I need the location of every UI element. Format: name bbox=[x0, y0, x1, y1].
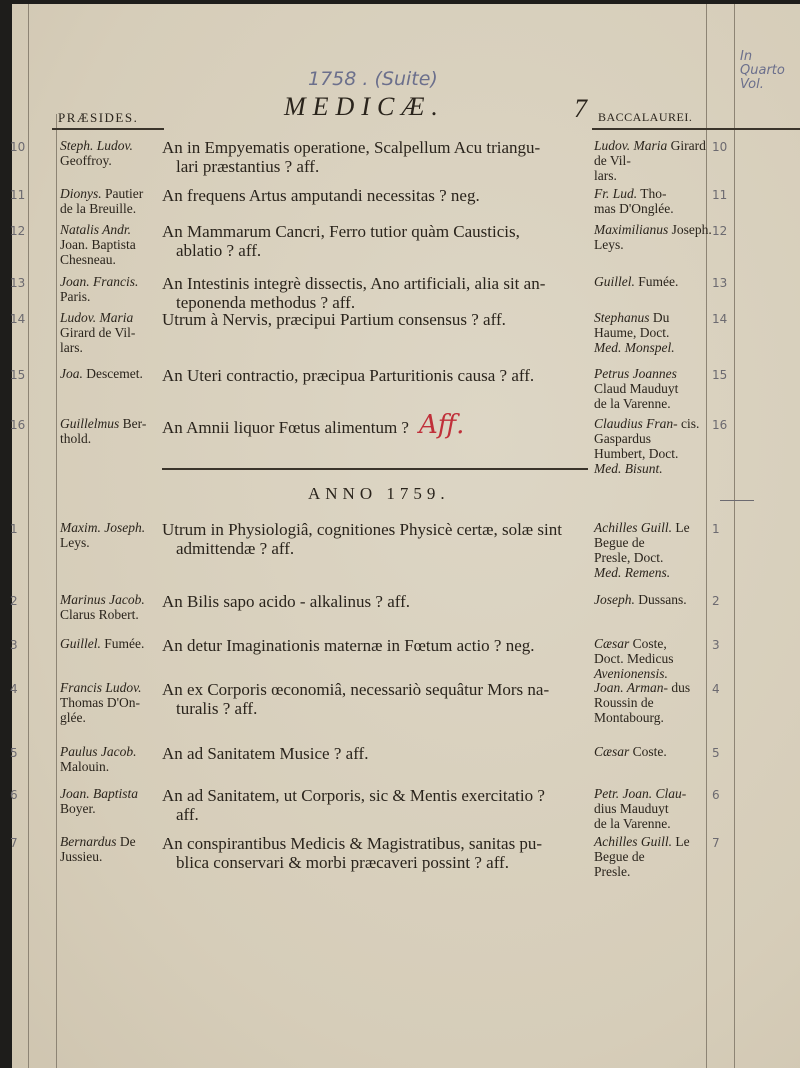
baccalaureus-name-italic: Claudius Fran- bbox=[594, 416, 678, 431]
praeses-line bbox=[60, 274, 162, 304]
baccalaureus-name-cont: Montabourg. bbox=[594, 710, 664, 725]
praeses-line bbox=[60, 186, 162, 201]
question-cell bbox=[162, 410, 592, 440]
praeses-name-italic: Paulus Jacob. bbox=[60, 744, 137, 759]
baccalaureus-name-cont: Doct. Medicus bbox=[594, 651, 674, 666]
praeses-name-italic: Maxim. Joseph. bbox=[60, 520, 146, 535]
baccalaureus-line bbox=[594, 786, 712, 816]
baccalaureus-name-cont: Avenionensis. bbox=[594, 666, 668, 681]
row-number-right: 5 bbox=[712, 746, 720, 760]
praeses-line bbox=[60, 222, 162, 252]
document-page bbox=[12, 4, 800, 1068]
question-line: An frequens Artus amputandi necessitas ? neg. bbox=[162, 186, 480, 205]
row-number-left: 7 bbox=[10, 836, 18, 850]
baccalaureus-name: Coste, bbox=[632, 636, 667, 651]
question-line-cont: ablatio ? aff. bbox=[176, 241, 262, 260]
baccalaureus-name: dus Roussin de bbox=[594, 680, 691, 710]
page-number: 7 bbox=[574, 94, 587, 123]
praeses-cell bbox=[60, 186, 162, 216]
left-column-rule bbox=[56, 114, 57, 1068]
row-number-right: 14 bbox=[712, 312, 728, 326]
praeses-name-italic: Joan. Francis. bbox=[60, 274, 139, 289]
praeses-name-cont: lars. bbox=[60, 340, 83, 355]
baccalaureus-name: dius Mauduyt bbox=[594, 801, 669, 816]
row-number-right: 10 bbox=[712, 140, 728, 154]
praeses-name-italic: Joa. bbox=[60, 366, 83, 381]
baccalaureus-cell bbox=[594, 834, 712, 879]
row-number-right: 16 bbox=[712, 418, 728, 432]
baccalaureus-line bbox=[594, 186, 712, 201]
question-cell bbox=[162, 186, 592, 205]
question-cell bbox=[162, 834, 592, 872]
baccalaureus-cell bbox=[594, 186, 712, 216]
question-line: An detur Imaginationis maternæ in Fœtum actio ? neg. bbox=[162, 636, 535, 655]
praeses-name-italic: Joan. Baptista bbox=[60, 786, 138, 801]
baccalaureus-line bbox=[594, 416, 712, 446]
baccalaureus-name-italic: Maximilianus bbox=[594, 222, 669, 237]
baccalaureus-name: Le Begue de bbox=[594, 834, 690, 864]
baccalaureus-name: Du bbox=[652, 310, 670, 325]
baccalaureus-name-cont: Med. Remens. bbox=[594, 565, 671, 580]
question-line: An ex Corporis œconomiâ, necessariò sequâtur Mors na- bbox=[162, 680, 550, 699]
praeses-line bbox=[60, 592, 162, 622]
praeses-name-cont: Jussieu. bbox=[60, 849, 103, 864]
baccalaureus-name-italic: Cæsar bbox=[594, 744, 630, 759]
praeses-name: Malouin. bbox=[60, 759, 110, 774]
praeses-name-italic: Guillelmus bbox=[60, 416, 120, 431]
header-title: MEDICÆ. bbox=[284, 92, 445, 121]
row-number-right: 7 bbox=[712, 836, 720, 850]
baccalaureus-name-cont: Presle. bbox=[594, 864, 631, 879]
baccalaureus-cell bbox=[594, 744, 712, 759]
praeses-cell bbox=[60, 366, 162, 381]
question-line: An conspirantibus Medicis & Magistratibus, sanitas pu- bbox=[162, 834, 543, 853]
praeses-name-italic: Guillel. bbox=[60, 636, 101, 651]
praeses-name: Leys. bbox=[60, 535, 90, 550]
question-cell bbox=[162, 138, 592, 176]
praeses-line bbox=[60, 416, 162, 431]
question-line: An Mammarum Cancri, Ferro tutior quàm Causticis, bbox=[162, 222, 520, 241]
row-number-right: 4 bbox=[712, 682, 720, 696]
praeses-line bbox=[60, 636, 162, 651]
baccalaureus-line bbox=[594, 222, 712, 252]
right-margin-rule bbox=[734, 4, 735, 1068]
baccalaureus-cell bbox=[594, 786, 712, 831]
baccalaureus-cell bbox=[594, 138, 712, 183]
row-number-left: 5 bbox=[10, 746, 18, 760]
question-line: An Intestinis integrè dissectis, Ano artificiali, alia sit an- bbox=[162, 274, 546, 293]
question-line-cont: admittendæ ? aff. bbox=[176, 539, 295, 558]
baccalaureus-name: Joseph. Leys. bbox=[594, 222, 712, 252]
praeses-line bbox=[60, 786, 162, 816]
praeses-cell bbox=[60, 680, 162, 725]
header-rule-right bbox=[592, 128, 800, 130]
praeses-name: Paris. bbox=[60, 289, 91, 304]
praeses-name-italic: Francis Ludov. bbox=[60, 680, 142, 695]
baccalaureus-line bbox=[594, 138, 712, 168]
row-number-left: 4 bbox=[10, 682, 18, 696]
praeses-cell bbox=[60, 138, 162, 168]
section-divider bbox=[162, 468, 588, 470]
baccalaureus-line bbox=[594, 680, 712, 710]
row-number-left: 14 bbox=[10, 312, 26, 326]
praeses-name: Fumée. bbox=[104, 636, 145, 651]
baccalaureus-line bbox=[594, 274, 712, 289]
question-cell bbox=[162, 310, 592, 329]
praeses-name: Geoffroy. bbox=[60, 153, 112, 168]
handwritten-annotation: Aff. bbox=[418, 410, 465, 440]
row-number-left: 13 bbox=[10, 276, 26, 290]
question-line: An in Empyematis operatione, Scalpellum Acu triangu- bbox=[162, 138, 541, 157]
praeses-name-cont: de la Breuille. bbox=[60, 201, 137, 216]
row-number-left: 16 bbox=[10, 418, 26, 432]
praeses-name: Joan. Baptista bbox=[60, 237, 136, 252]
baccalaureus-line bbox=[594, 310, 712, 325]
praeses-name: Thomas D'On- bbox=[60, 695, 141, 710]
question-line: An ad Sanitatem, ut Corporis, sic & Mentis exercitatio ? bbox=[162, 786, 545, 805]
row-number-right: 3 bbox=[712, 638, 720, 652]
baccalaureus-name-italic: Guillel. bbox=[594, 274, 635, 289]
year-heading: ANNO 1759. bbox=[308, 484, 450, 503]
praeses-cell bbox=[60, 416, 162, 446]
praeses-name-italic: Marinus Jacob. bbox=[60, 592, 145, 607]
praeses-cell bbox=[60, 222, 162, 267]
praeses-cell bbox=[60, 520, 162, 550]
question-line: An ad Sanitatem Musice ? aff. bbox=[162, 744, 369, 763]
baccalaureus-name-cont: Med. Monspel. bbox=[594, 340, 675, 355]
row-number-left: 15 bbox=[10, 368, 26, 382]
question-cell bbox=[162, 680, 592, 718]
handwritten-note-top: 1758 . (Suite) bbox=[308, 68, 438, 90]
praeses-name-cont: thold. bbox=[60, 431, 92, 446]
praeses-line bbox=[60, 310, 162, 340]
praeses-name: Descemet. bbox=[86, 366, 143, 381]
row-number-right: 1 bbox=[712, 522, 720, 536]
question-line-cont: blica conservari & morbi præcaveri possint ? aff. bbox=[176, 853, 509, 872]
baccalaureus-name-cont: Haume, Doct. bbox=[594, 325, 670, 340]
praeses-name-cont: glée. bbox=[60, 710, 86, 725]
row-number-right: 2 bbox=[712, 594, 720, 608]
baccalaureus-cell bbox=[594, 366, 712, 411]
question-line: Utrum à Nervis, præcipui Partium consensus ? aff. bbox=[162, 310, 506, 329]
baccalaureus-line bbox=[594, 592, 712, 607]
praeses-name-italic: Bernardus bbox=[60, 834, 117, 849]
row-number-left: 11 bbox=[10, 188, 26, 202]
praeses-cell bbox=[60, 744, 162, 774]
baccalaureus-name-italic: Achilles Guill. bbox=[594, 834, 672, 849]
praeses-cell bbox=[60, 310, 162, 355]
praeses-line bbox=[60, 680, 162, 710]
row-number-right: 6 bbox=[712, 788, 720, 802]
baccalaureus-name-italic: Joseph. bbox=[594, 592, 635, 607]
praeses-cell bbox=[60, 834, 162, 864]
question-line: Utrum in Physiologiâ, cognitiones Physicè certæ, solæ sint bbox=[162, 520, 562, 539]
question-line-cont: turalis ? aff. bbox=[176, 699, 258, 718]
baccalaureus-line bbox=[594, 520, 712, 550]
question-cell bbox=[162, 366, 592, 385]
praeses-line bbox=[60, 834, 162, 849]
praeses-name-italic: Dionys. bbox=[60, 186, 102, 201]
baccalaureus-cell bbox=[594, 520, 712, 580]
question-line-cont: teponenda methodus ? aff. bbox=[176, 293, 356, 312]
praeses-name-italic: Steph. Ludov. bbox=[60, 138, 133, 153]
baccalaureus-name-cont: de la Varenne. bbox=[594, 396, 671, 411]
baccalaureus-name: cis. Gaspardus bbox=[594, 416, 700, 446]
baccalaureus-line bbox=[594, 744, 712, 759]
question-line-cont: aff. bbox=[176, 805, 199, 824]
baccalaureus-name-italic: Petrus Joannes bbox=[594, 366, 677, 381]
row-number-left: 3 bbox=[10, 638, 18, 652]
baccalaureus-cell bbox=[594, 592, 712, 607]
question-line-cont: lari præstantius ? aff. bbox=[176, 157, 320, 176]
baccalaureus-name-italic: Fr. Lud. bbox=[594, 186, 638, 201]
row-number-right: 15 bbox=[712, 368, 728, 382]
baccalaureus-name: Dussans. bbox=[638, 592, 687, 607]
row-number-right: 12 bbox=[712, 224, 728, 238]
baccalaureus-name: Tho- bbox=[640, 186, 667, 201]
baccalaureus-line bbox=[594, 636, 712, 651]
praeses-name-cont: Chesneau. bbox=[60, 252, 116, 267]
header-praesides: PRÆSIDES. bbox=[58, 110, 139, 125]
baccalaureus-name-cont: Humbert, Doct. bbox=[594, 446, 679, 461]
praeses-name: Pautier bbox=[105, 186, 144, 201]
baccalaureus-cell bbox=[594, 680, 712, 725]
baccalaureus-line bbox=[594, 366, 712, 396]
row-number-left: 6 bbox=[10, 788, 18, 802]
baccalaureus-name-italic: Petr. Joan. Clau- bbox=[594, 786, 687, 801]
baccalaureus-cell bbox=[594, 416, 712, 476]
praeses-name: Girard de Vil- bbox=[60, 325, 136, 340]
question-cell bbox=[162, 222, 592, 260]
baccalaureus-name: Claud Mauduyt bbox=[594, 381, 679, 396]
praeses-cell bbox=[60, 786, 162, 816]
question-cell bbox=[162, 520, 592, 558]
question-cell bbox=[162, 744, 592, 763]
left-margin-rule bbox=[28, 4, 29, 1068]
margin-mark bbox=[720, 500, 754, 501]
question-line: An Bilis sapo acido - alkalinus ? aff. bbox=[162, 592, 411, 611]
question-cell bbox=[162, 274, 592, 312]
praeses-name: De bbox=[119, 834, 136, 849]
row-number-left: 1 bbox=[10, 522, 18, 536]
header-baccalaurei: BACCALAUREI. bbox=[598, 110, 693, 124]
praeses-line bbox=[60, 138, 162, 168]
question-line: An Amnii liquor Fœtus alimentum ? Aff. bbox=[162, 410, 465, 440]
baccalaureus-cell bbox=[594, 636, 712, 681]
praeses-line bbox=[60, 520, 162, 550]
header-rule-left bbox=[52, 128, 164, 130]
praeses-line bbox=[60, 366, 162, 381]
baccalaureus-name-italic: Cæsar bbox=[594, 636, 630, 651]
baccalaureus-name-italic: Achilles Guill. bbox=[594, 520, 672, 535]
praeses-name-italic: Natalis Andr. bbox=[60, 222, 132, 237]
baccalaureus-name: Coste. bbox=[632, 744, 667, 759]
baccalaureus-cell bbox=[594, 222, 712, 252]
praeses-name: Boyer. bbox=[60, 801, 96, 816]
row-number-left: 2 bbox=[10, 594, 18, 608]
baccalaureus-name-cont: Presle, Doct. bbox=[594, 550, 664, 565]
praeses-cell bbox=[60, 274, 162, 304]
row-number-right: 11 bbox=[712, 188, 728, 202]
row-number-right: 13 bbox=[712, 276, 728, 290]
baccalaureus-name-italic: Stephanus bbox=[594, 310, 650, 325]
baccalaureus-cell bbox=[594, 310, 712, 355]
praeses-cell bbox=[60, 636, 162, 651]
praeses-name-italic: Ludov. Maria bbox=[60, 310, 134, 325]
baccalaureus-name: Fumée. bbox=[638, 274, 679, 289]
praeses-cell bbox=[60, 592, 162, 622]
question-cell bbox=[162, 636, 592, 655]
question-line: An Uteri contractio, præcipua Parturitionis causa ? aff. bbox=[162, 366, 535, 385]
praeses-line bbox=[60, 744, 162, 774]
question-cell bbox=[162, 786, 592, 824]
handwritten-margin-note: In Quarto Vol. bbox=[740, 49, 785, 92]
baccalaureus-name: Le Begue de bbox=[594, 520, 690, 550]
baccalaureus-cell bbox=[594, 274, 712, 289]
praeses-name: Ber- bbox=[122, 416, 147, 431]
baccalaureus-name-cont: lars. bbox=[594, 168, 617, 183]
baccalaureus-name-cont: de la Varenne. bbox=[594, 816, 671, 831]
baccalaureus-name-cont: mas D'Onglée. bbox=[594, 201, 674, 216]
baccalaureus-name-italic: Joan. Arman- bbox=[594, 680, 668, 695]
baccalaureus-name: Girard de Vil- bbox=[594, 138, 706, 168]
baccalaureus-line bbox=[594, 834, 712, 864]
baccalaureus-name-italic: Ludov. Maria bbox=[594, 138, 668, 153]
row-number-left: 12 bbox=[10, 224, 26, 238]
baccalaureus-name-cont: Med. Bisunt. bbox=[594, 461, 663, 476]
praeses-name: Clarus Robert. bbox=[60, 607, 139, 622]
row-number-left: 10 bbox=[10, 140, 26, 154]
question-cell bbox=[162, 592, 592, 611]
